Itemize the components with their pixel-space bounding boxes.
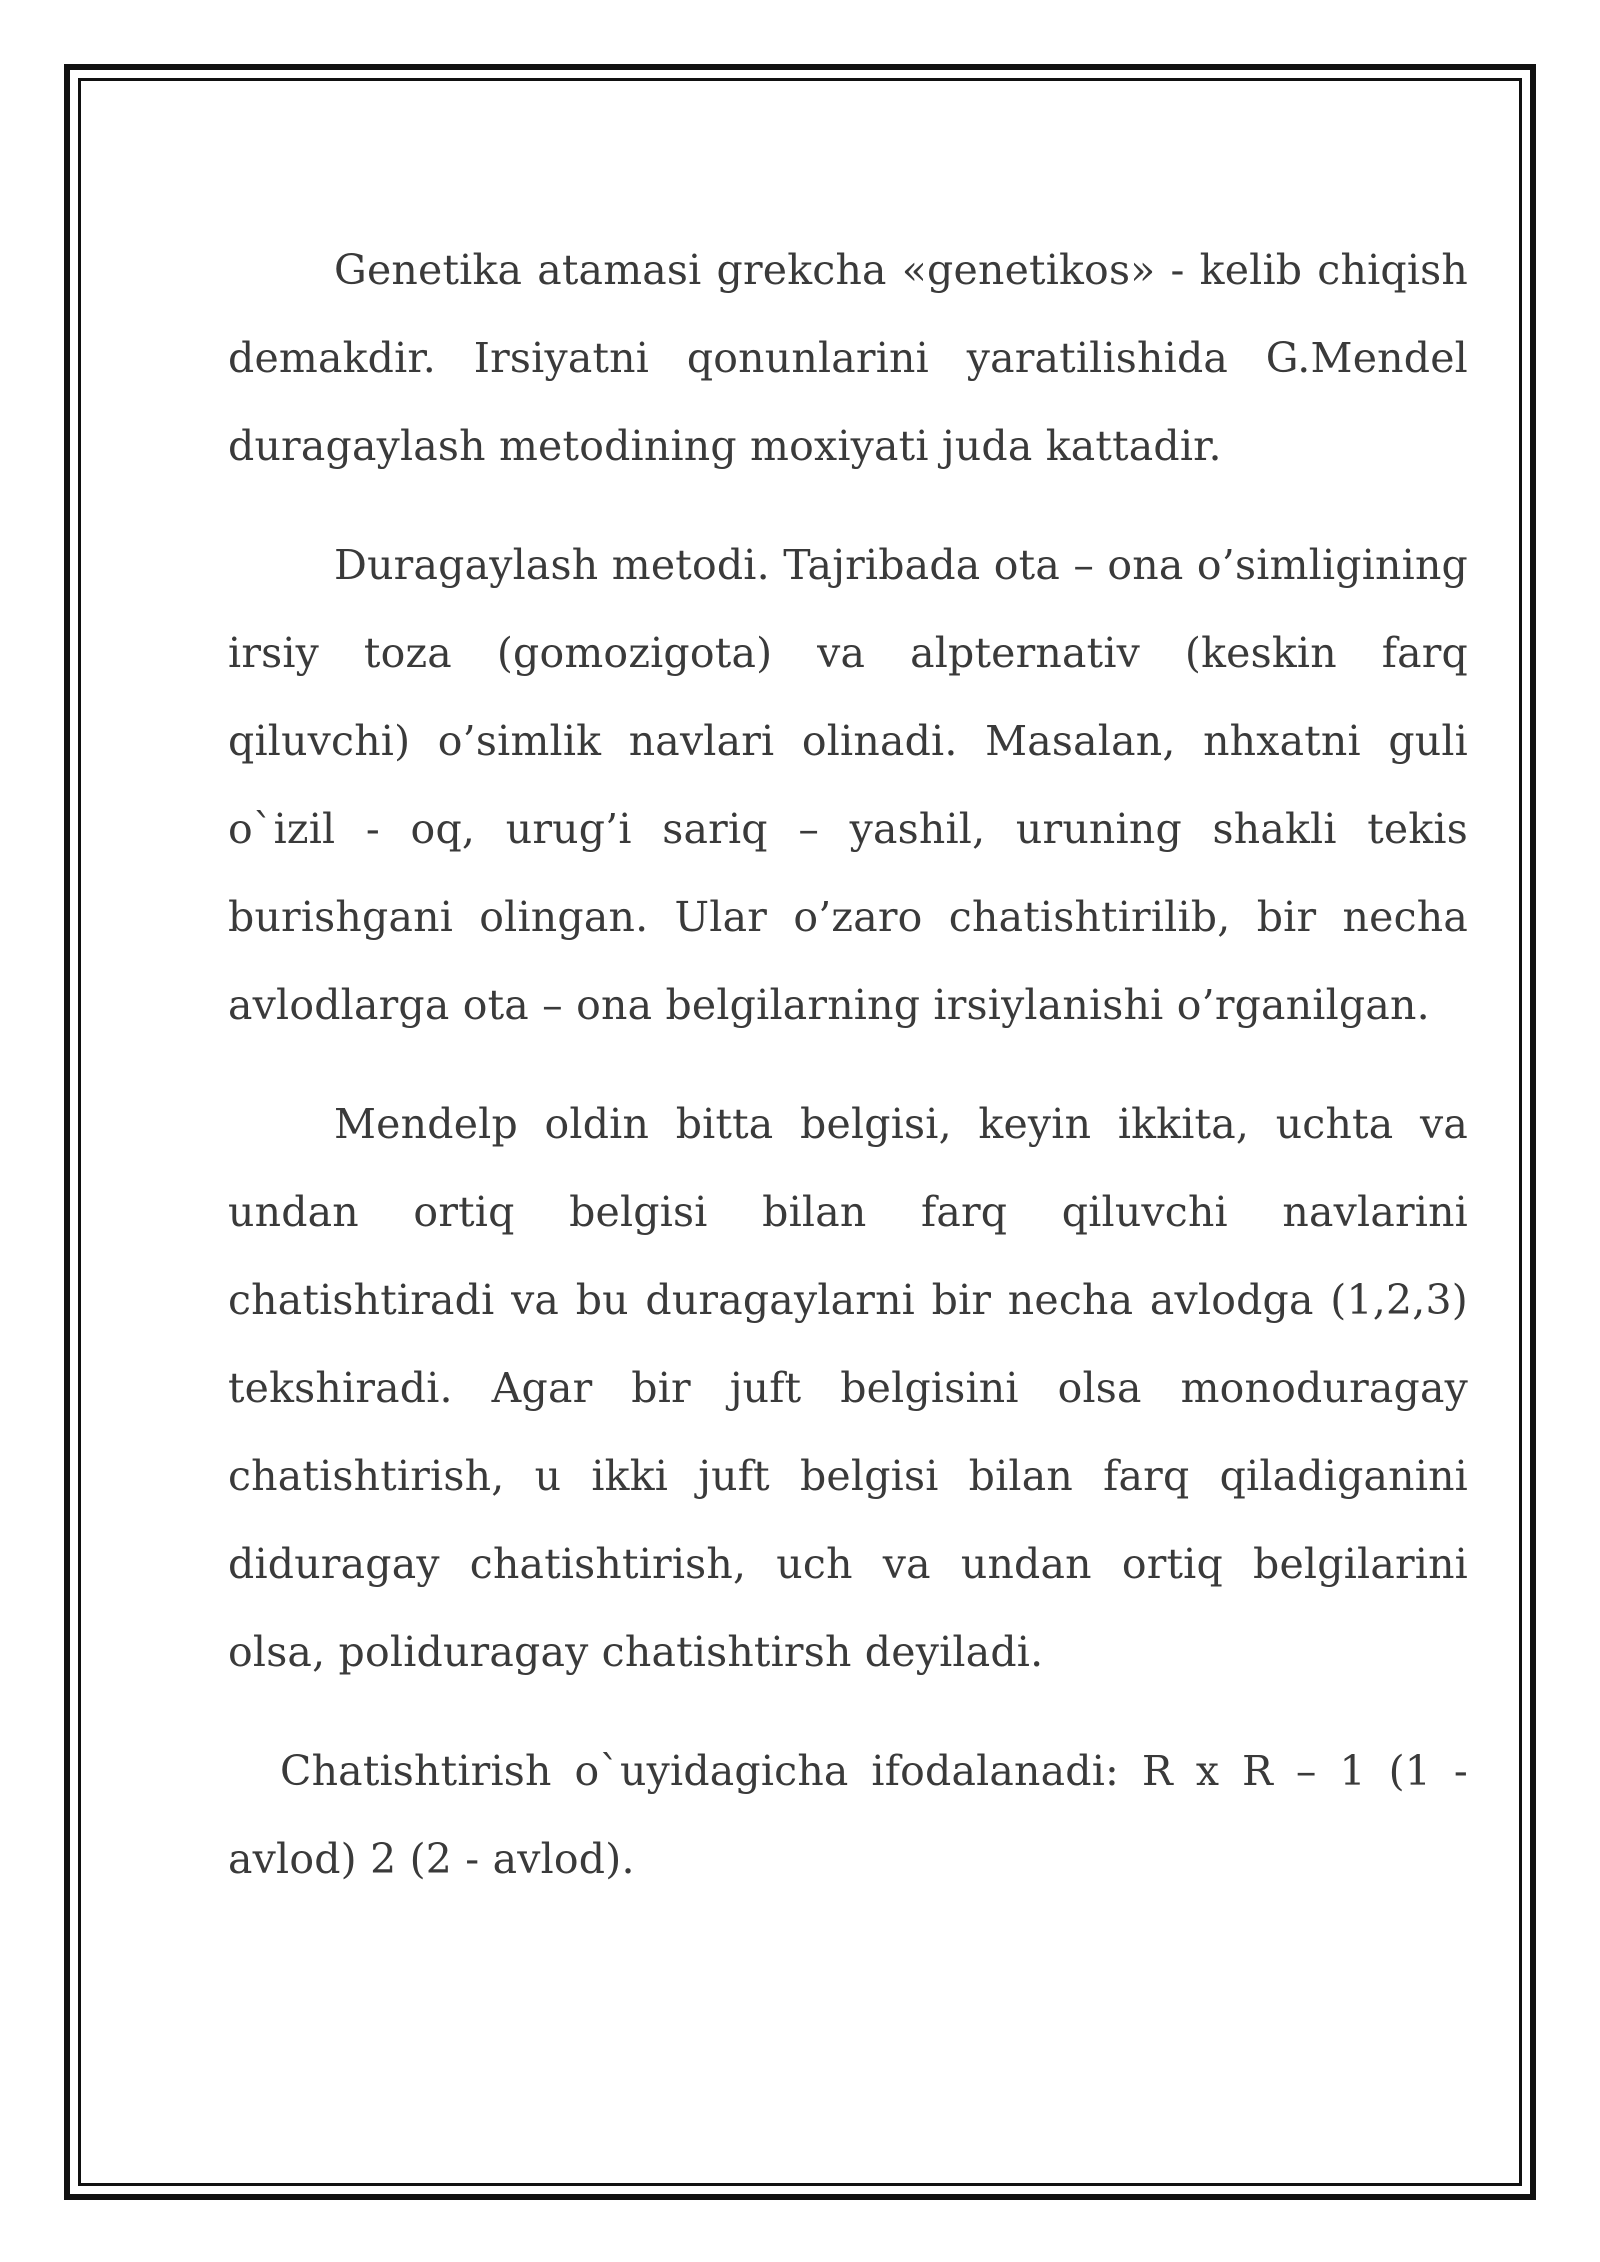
document-body [228, 226, 1468, 1934]
paragraph-hybridization-method: Duragaylash metodi. Tajribada ota – ona o’simligining irsiy toza (gomozigota) va alpternativ (keskin farq qiluvchi) o’simlik navlari olinadi. Masalan, nhxatni guli o`izil - oq, urug’i sariq – yashil, uruning shakli tekis burishgani olingan. Ular o’zaro chatishtirilib, bir necha avlodlarga ota – ona belgilarning irsiylanishi o’rganilgan. [228, 541, 1468, 1029]
paragraph-genetics-intro: Genetika atamasi grekcha «genetikos» - kelib chiqish demakdir. Irsiyatni qonunlarini yaratilishida G.Mendel duragaylash metodining moxiyati juda kattadir. [228, 246, 1468, 470]
paragraph-mendel-crossing: Mendelp oldin bitta belgisi, keyin ikkita, uchta va undan ortiq belgisi bilan farq qiluvchi navlarini chatishtiradi va bu duragaylarni bir necha avlodga (1,2,3) tekshiradi. Agar bir juft belgisini olsa monoduragay chatishtirish, u ikki juft belgisi bilan farq qiladiganini diduragay chatishtirish, uch va undan ortiq belgilarini olsa, poliduragay chatishtirsh deyiladi. [228, 1100, 1468, 1676]
paragraph-crossing-formula: Chatishtirish o`uyidagicha ifodalanadi: R x R – 1 (1 - avlod) 2 (2 - avlod). [228, 1747, 1468, 1883]
